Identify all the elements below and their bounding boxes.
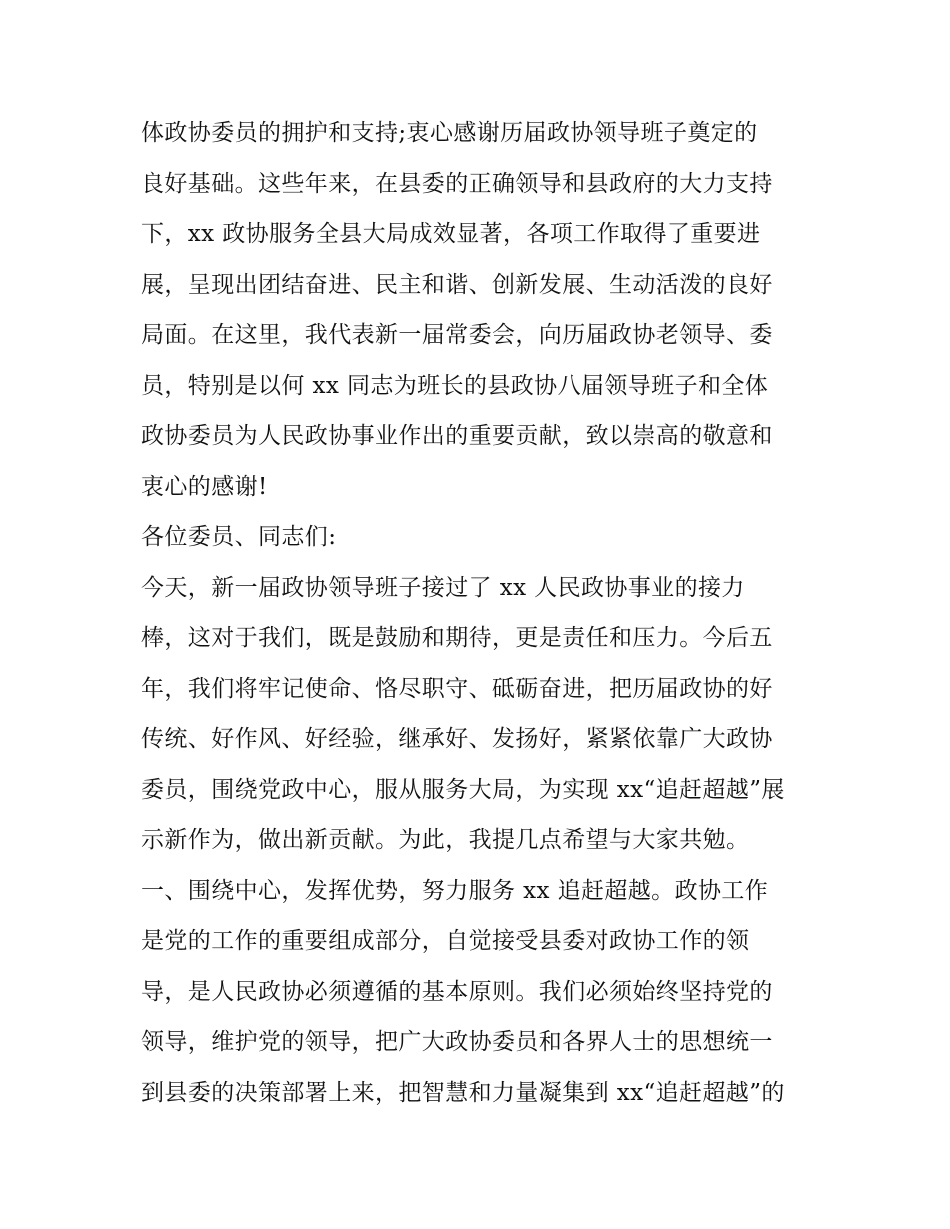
text-line: 到县委的决策部署上来，把智慧和力量凝集到 xx“追赶超越”的 xyxy=(141,1079,785,1106)
text-line: 展，呈现出团结奋进、民主和谐、创新发展、生动活泼的良好 xyxy=(141,271,773,298)
text-line: 导，是人民政协必须遵循的基本原则。我们必须始终坚持党的 xyxy=(141,978,773,1005)
text-line: 示新作为，做出新贡献。为此，我提几点希望与大家共勉。 xyxy=(141,827,750,853)
text-line: 衷心的感谢! xyxy=(141,473,268,500)
text-line: 良好基础。这些年来，在县委的正确领导和县政府的大力支持 xyxy=(141,170,773,197)
text-line: 员，特别是以何 xx 同志为班长的县政协八届领导班子和全体 xyxy=(141,372,769,399)
text-line: 下，xx 政协服务全县大局成效显著，各项工作取得了重要进 xyxy=(141,221,761,247)
text-line: 体政协委员的拥护和支持;衷心感谢历届政协领导班子奠定的 xyxy=(141,120,758,146)
text-line: 局面。在这里，我代表新一届常委会，向历届政协老领导、委 xyxy=(141,322,773,348)
text-line: 各位委员、同志们: xyxy=(141,524,337,550)
text-line: 是党的工作的重要组成部分，自觉接受县委对政协工作的领 xyxy=(141,928,750,954)
text-line: 委员，围绕党政中心，服从服务大局，为实现 xx“追赶超越”展 xyxy=(141,776,785,803)
body-text xyxy=(141,108,821,1118)
text-line: 年，我们将牢记使命、恪尽职守、砥砺奋进，把历届政协的好 xyxy=(141,675,773,702)
text-line: 一、围绕中心，发挥优势，努力服务 xx 追赶超越。政协工作 xyxy=(141,877,769,904)
text-line: 棒，这对于我们，既是鼓励和期待，更是责任和压力。今后五 xyxy=(141,625,773,651)
text-line: 今天，新一届政协领导班子接过了 xx 人民政协事业的接力 xyxy=(141,574,745,601)
text-line: 政协委员为人民政协事业作出的重要贡献，致以崇高的敬意和 xyxy=(141,423,773,449)
text-line: 领导，维护党的领导，把广大政协委员和各界人士的思想统一 xyxy=(141,1029,773,1055)
text-line: 传统、好作风、好经验，继承好、发扬好，紧紧依靠广大政协 xyxy=(141,726,773,752)
